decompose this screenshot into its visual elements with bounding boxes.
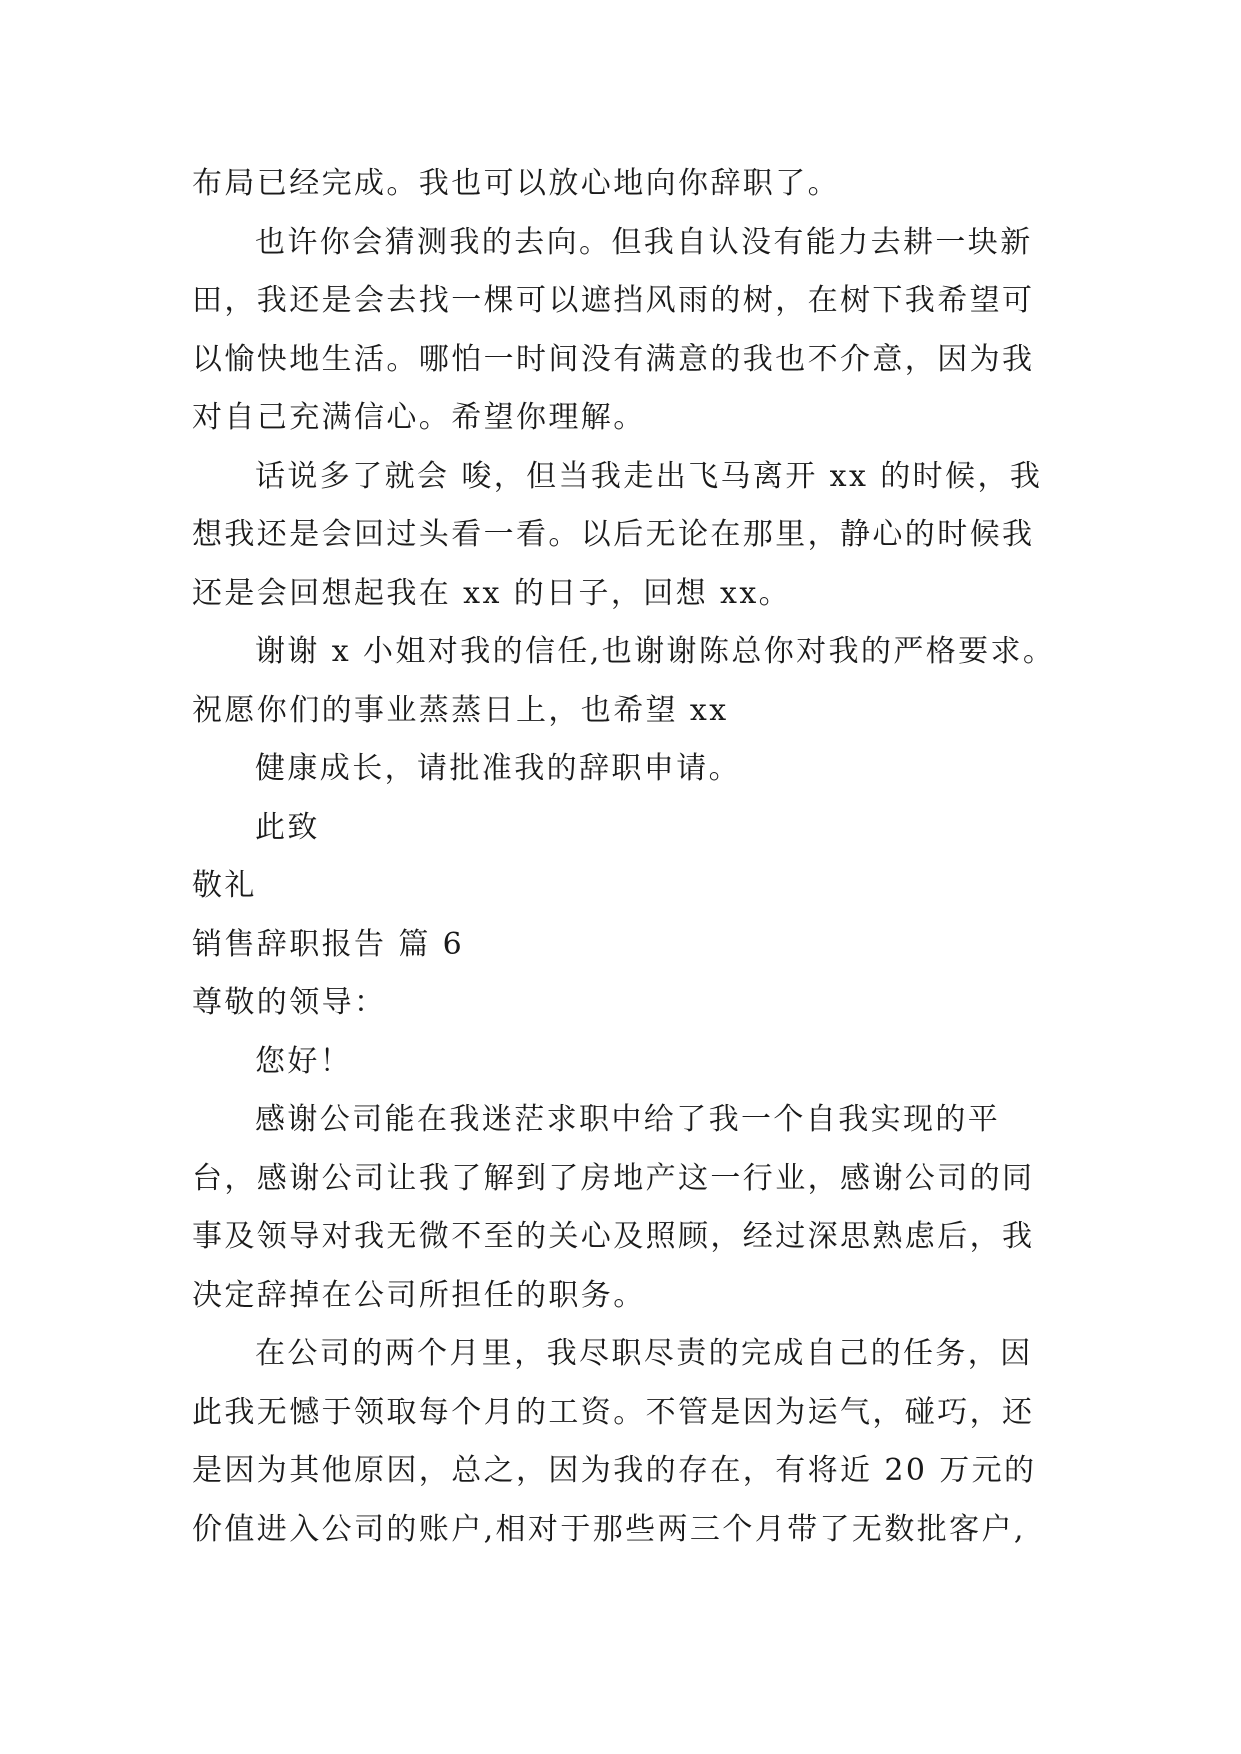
text-line: 布局已经完成。我也可以放心地向你辞职了。	[192, 166, 840, 201]
text-line: 还是会回想起我在 xx 的日子，回想 xx。	[192, 575, 792, 611]
text-line: 对自己充满信心。希望你理解。	[192, 400, 646, 435]
text-line: 感谢公司能在我迷茫求职中给了我一个自我实现的平	[255, 1102, 1001, 1137]
text-line: 是因为其他原因，总之，因为我的存在，有将近 20 万元的	[192, 1453, 1037, 1488]
closing-salutation: 此致	[255, 809, 320, 845]
section-title: 销售辞职报告 篇 6	[192, 926, 465, 962]
text-line: 在公司的两个月里，我尽职尽责的完成自己的任务，因	[255, 1336, 1033, 1371]
text-line: 事及领导对我无微不至的关心及照顾，经过深思熟虑后，我	[192, 1219, 1035, 1254]
letter-greeting: 您好！	[255, 1043, 353, 1079]
text-line: 价值进入公司的账户,相对于那些两三个月带了无数批客户,	[192, 1511, 1026, 1547]
text-line: 台，感谢公司让我了解到了房地产这一行业，感谢公司的同	[192, 1160, 1035, 1196]
letter-addressee: 尊敬的领导：	[192, 985, 387, 1020]
text-line: 决定辞掉在公司所担任的职务。	[192, 1277, 646, 1313]
text-line: 也许你会猜测我的去向。但我自认没有能力去耕一块新	[255, 224, 1033, 260]
text-line: 祝愿你们的事业蒸蒸日上，也希望 xx	[192, 692, 729, 728]
text-line: 话说多了就会 唆，但当我走出飞马离开 xx 的时候，我	[255, 458, 1043, 494]
text-line: 健康成长，请批准我的辞职申请。	[255, 751, 741, 786]
document-body	[192, 155, 1056, 1559]
text-line: 田，我还是会去找一棵可以遮挡风雨的树，在树下我希望可	[192, 283, 1035, 318]
text-line: 以愉快地生活。哪怕一时间没有满意的我也不介意，因为我	[192, 341, 1035, 377]
text-line: 此我无憾于领取每个月的工资。不管是因为运气，碰巧，还	[192, 1394, 1035, 1430]
text-line: 想我还是会回过头看一看。以后无论在那里，静心的时候我	[192, 517, 1035, 552]
closing-regards: 敬礼	[192, 868, 257, 903]
text-line: 谢谢 x 小姐对我的信任,也谢谢陈总你对我的严格要求。	[255, 634, 1056, 669]
